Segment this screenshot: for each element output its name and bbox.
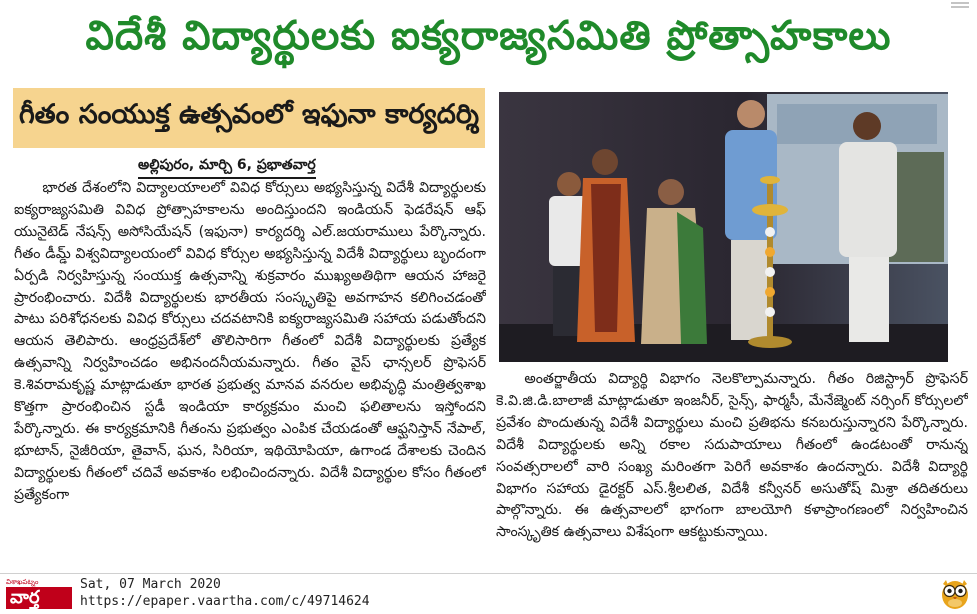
subheadline: గీతం సంయుక్త ఉత్సవంలో ఇఫునా కార్యదర్శి: [13, 88, 485, 148]
logo-edition: విశాఖపట్నం: [6, 578, 72, 587]
event-photo: [499, 92, 948, 362]
article-body-right: [496, 369, 968, 571]
owl-icon: [938, 576, 972, 610]
body-paragraph-left: భారత దేశంలోని విద్యాలయాలలో వివిధ కోర్సులు అభ్యసిస్తున్న విదేశీ విద్యార్థులకు ఐక్యరాజ్యసమితి వివిధ ప్రోత్సాహకాలను అందిస్తుందని ఇండియన్ ఫెడరేషన్ ఆఫ్ యునైటెడ్ నేషన్స్ అసోసియేషన్ (ఇఫునా) కార్యదర్శి ఎల్.జయరాములు పేర్కొన్నారు. గీతం డీమ్డ్ విశ్వవిద్యాలయంలో వివిధ కోర్సుల అభ్యసిస్తున్న విదేశీ విద్యార్థులు బృందంగా ఏర్పడి నిర్వహిస్తున్న సంయుక్త ఉత్సవాన్ని శుక్రవారం ముఖ్యఅతిథిగా ఆయన హాజరై ప్రారంభించారు. విదేశీ విద్యార్థులకు భారతీయ సంస్కృతిపై అవగాహన కలిగించడంతో పాటు పరిశోధనలకు వివిధ కోర్సులు చదవటానికి ఐక్యరాజ్యసమితి సహాయ పడుతోందని ఆయన తెలిపారు. ఆంధ్రప్రదేశ్‌లో తొలిసారిగా గీతంలో విదేశీ విద్యార్థులకు ప్రత్యేక ఉత్సవాన్ని నిర్వహించడం అభినందనీయమన్నారు. గీతం వైస్ ఛాన్సలర్ ప్రొఫెసర్ కె.శివరామకృష్ణ మాట్లాడుతూ భారత ప్రభుత్వ మానవ వనరుల అభివృద్ధి మంత్రిత్వశాఖ కొత్తగా ప్రారంభించిన స్టడీ ఇండియా కార్యక్రమం మంచి ఫలితాలను ఇస్తోందని పేర్కొన్నారు. ఈ కార్యక్రమానికి గీతంను ప్రభుత్వం ఎంపిక చేయడంతో ఆఫ్ఘనిస్తాన్ నేపాల్, భూటాన్, నైజీరియా, తైవాన్, ఘన, సిరియా, ఇథియోపియా, ఉగాండ దేశాలకు చెందిన విద్యార్థులకు గీతంలో చదివే అవకాశం లభించిందన్నారు. విదేశీ విద్యార్థుల కోసం గీతంలో ప్రత్యేకంగా: [14, 180, 486, 503]
article-body-left: [14, 178, 486, 572]
dateline: అల్లిపురం, మార్చి 6, ప్రభాతవార్త: [138, 157, 316, 179]
body-paragraph-right: అంతర్జాతీయ విద్యార్థి విభాగం నెలకొల్పామన్నారు. గీతం రిజిస్ట్రార్ ప్రొఫెసర్ కె.వి.జి.డి.బాలాజీ మాట్లాడుతూ ఇంజనీర్, సైన్స్, ఫార్మసీ, మేనేజ్మెంట్ నర్సింగ్ కోర్సులలో ప్రవేశం పొందుతున్న విదేశీ విద్యార్థులు మంచి ప్రతిభను కనబరుస్తున్నారని పేర్కొన్నారు. విదేశీ విద్యార్థులకు అన్ని రకాల సదుపాయాలు గీతంలో ఉండటంతో రానున్న సంవత్సరాలలో వారి సంఖ్య మరింతగా పెరిగే అవకాశం ఉందన్నారు. విదేశీ విద్యార్థి విభాగం సహాయ డైరక్టర్ ఎస్.శ్రీలలిత, విదేశీ కన్వీనర్ అసుతోష్ మిశ్రా తదితరులు పాల్గొన్నారు. ఈ ఉత్సవాలలో భాగంగా బాలయోగి కళాప్రాంగణంలో నిర్వహించిన సాంస్కృతిక ఉత్సవాలు విశేషంగా ఆకట్టుకున్నాయి.: [496, 371, 968, 541]
footer-url[interactable]: https://epaper.vaartha.com/c/49714624: [80, 594, 370, 609]
footer-date: Sat, 07 March 2020: [80, 577, 221, 592]
photo-image: [499, 92, 948, 362]
vaartha-logo[interactable]: [6, 578, 72, 610]
footer-divider: [0, 573, 977, 574]
corner-mark-icon: [949, 0, 971, 12]
headline: విదేశీ విద్యార్థులకు ఐక్యరాజ్యసమితి ప్రోత్సాహకాలు: [85, 13, 892, 59]
logo-wordmark: వార్త: [6, 587, 72, 609]
